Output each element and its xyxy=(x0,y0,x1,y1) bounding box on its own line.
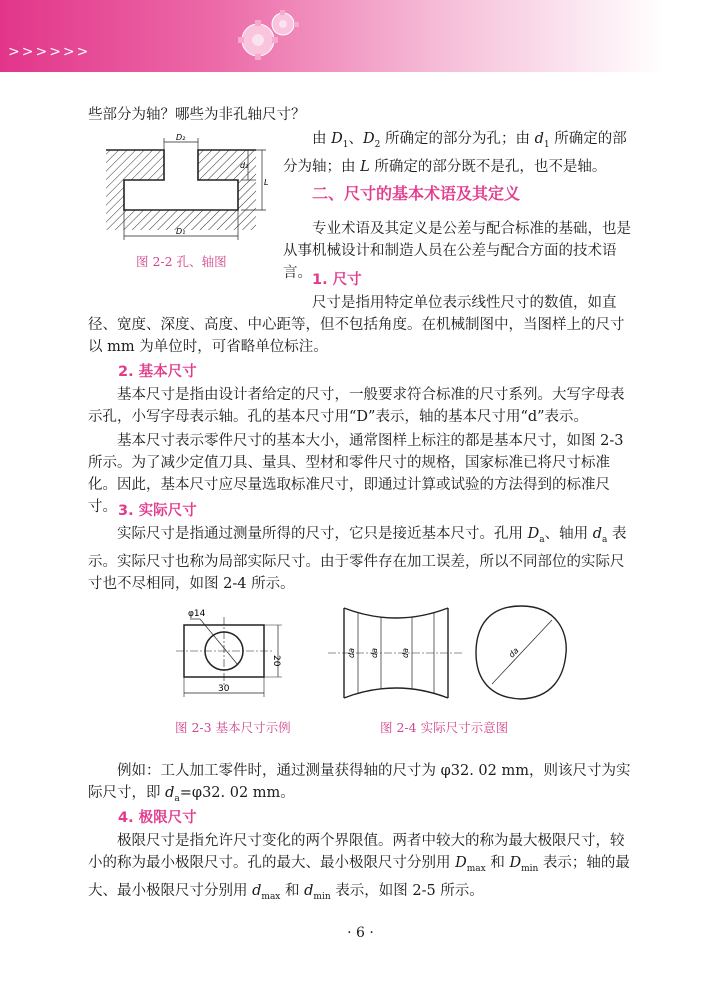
figure-2-4-actual-dimension xyxy=(326,598,576,708)
section-intro: 专业术语及其定义是公差与配合标准的基础，也是从事机械设计和制造人员在公差与配合方面的技术语言。 xyxy=(283,221,631,281)
paragraph-s4: 极限尺寸是指允许尺寸变化的两个界限值。两者中较大的称为最大极限尺寸，较小的称为最小极限尺寸。孔的最大、最小极限尺寸分别用 $D_{max}$ 和 $D_{min}$ 表示；轴的最大、最小极限尺寸分别用 $d_{max}$ 和 $d_{min}$ 表示，如图 2-5 所示。 xyxy=(88,833,630,902)
answer-text: 由 $D_1$、$D_2$ 所确定的部分为孔；由 $d_1$ 所确定的部分为轴；由 L 所确定的部分既不是孔，也不是轴。 xyxy=(283,131,627,175)
page-number: · 6 · xyxy=(347,925,374,941)
figure-2-3-basic-dimension xyxy=(170,605,295,705)
label-D2: D₂ xyxy=(176,133,186,142)
figure-2-2-hole-shaft xyxy=(96,130,276,245)
label-da-4: da xyxy=(507,645,521,660)
paragraph-s3: 实际尺寸是指通过测量所得的尺寸，它只是接近基本尺寸。孔用 $D_a$、轴用 $d_a$ 表示。实际尺寸也称为局部实际尺寸。由于零件存在加工误差，所以不同部位的实际尺寸也不尽相同，如图 2-4 所示。 xyxy=(88,526,627,592)
section-heading: 二、尺寸的基本术语及其定义 xyxy=(312,184,521,203)
figure-2-3-caption: 图 2-3 基本尺寸示例 xyxy=(175,720,291,735)
paragraph-s2-2: 基本尺寸表示零件尺寸的基本大小，通常图样上标注的都是基本尺寸，如图 2-3 所示。为了减少定值刀具、量具、型材和零件尺寸的规格，国家标准已将尺寸标准化。因此，基本尺寸应尽量选取标准尺寸，即通过计算或试验的方法得到的标准尺寸。 xyxy=(88,433,624,515)
subheading-2: 2. 基本尺寸 xyxy=(118,364,197,380)
label-d1: d₁ xyxy=(240,161,249,170)
label-da-1: da xyxy=(347,648,356,658)
paragraph-s2-1: 基本尺寸是指由设计者给定的尺寸，一般要求符合标准的尺寸系列。大写字母表示孔，小写字母表示轴。孔的基本尺寸用“D”表示，轴的基本尺寸用“d”表示。 xyxy=(88,387,625,425)
paragraph-s1: 尺寸是指用特定单位表示线性尺寸的数值，如直径、宽度、深度、高度、中心距等，但不包括角度。在机械制图中，当图样上的尺寸以 mm 为单位时，可省略单位标注。 xyxy=(88,295,625,355)
subheading-4: 4. 极限尺寸 xyxy=(118,810,197,826)
label-da-3: da xyxy=(401,648,410,658)
page-header-band xyxy=(0,0,721,72)
subheading-1: 1. 尺寸 xyxy=(312,272,362,288)
intro-line: 些部分为轴？哪些为非孔轴尺寸？ xyxy=(88,107,306,123)
label-L: L xyxy=(264,178,269,187)
gear-icon xyxy=(228,2,308,68)
label-phi14: φ14 xyxy=(188,609,206,619)
chevron-decoration: >>>>>> xyxy=(8,44,91,60)
example-text: 例如：工人加工零件时，通过测量获得轴的尺寸为 φ32. 02 mm，则该尺寸为实际尺寸，即 $d_a=\varphi 32$. 02 mm。 xyxy=(88,763,631,804)
label-D1: D₁ xyxy=(176,227,186,236)
label-20: 20 xyxy=(271,655,281,667)
figure-2-2-caption: 图 2-2 孔、轴图 xyxy=(136,254,227,269)
label-da-2: da xyxy=(370,648,379,658)
figure-2-4-caption: 图 2-4 实际尺寸示意图 xyxy=(380,720,509,735)
subheading-3: 3. 实际尺寸 xyxy=(118,503,197,519)
label-30: 30 xyxy=(218,684,230,694)
